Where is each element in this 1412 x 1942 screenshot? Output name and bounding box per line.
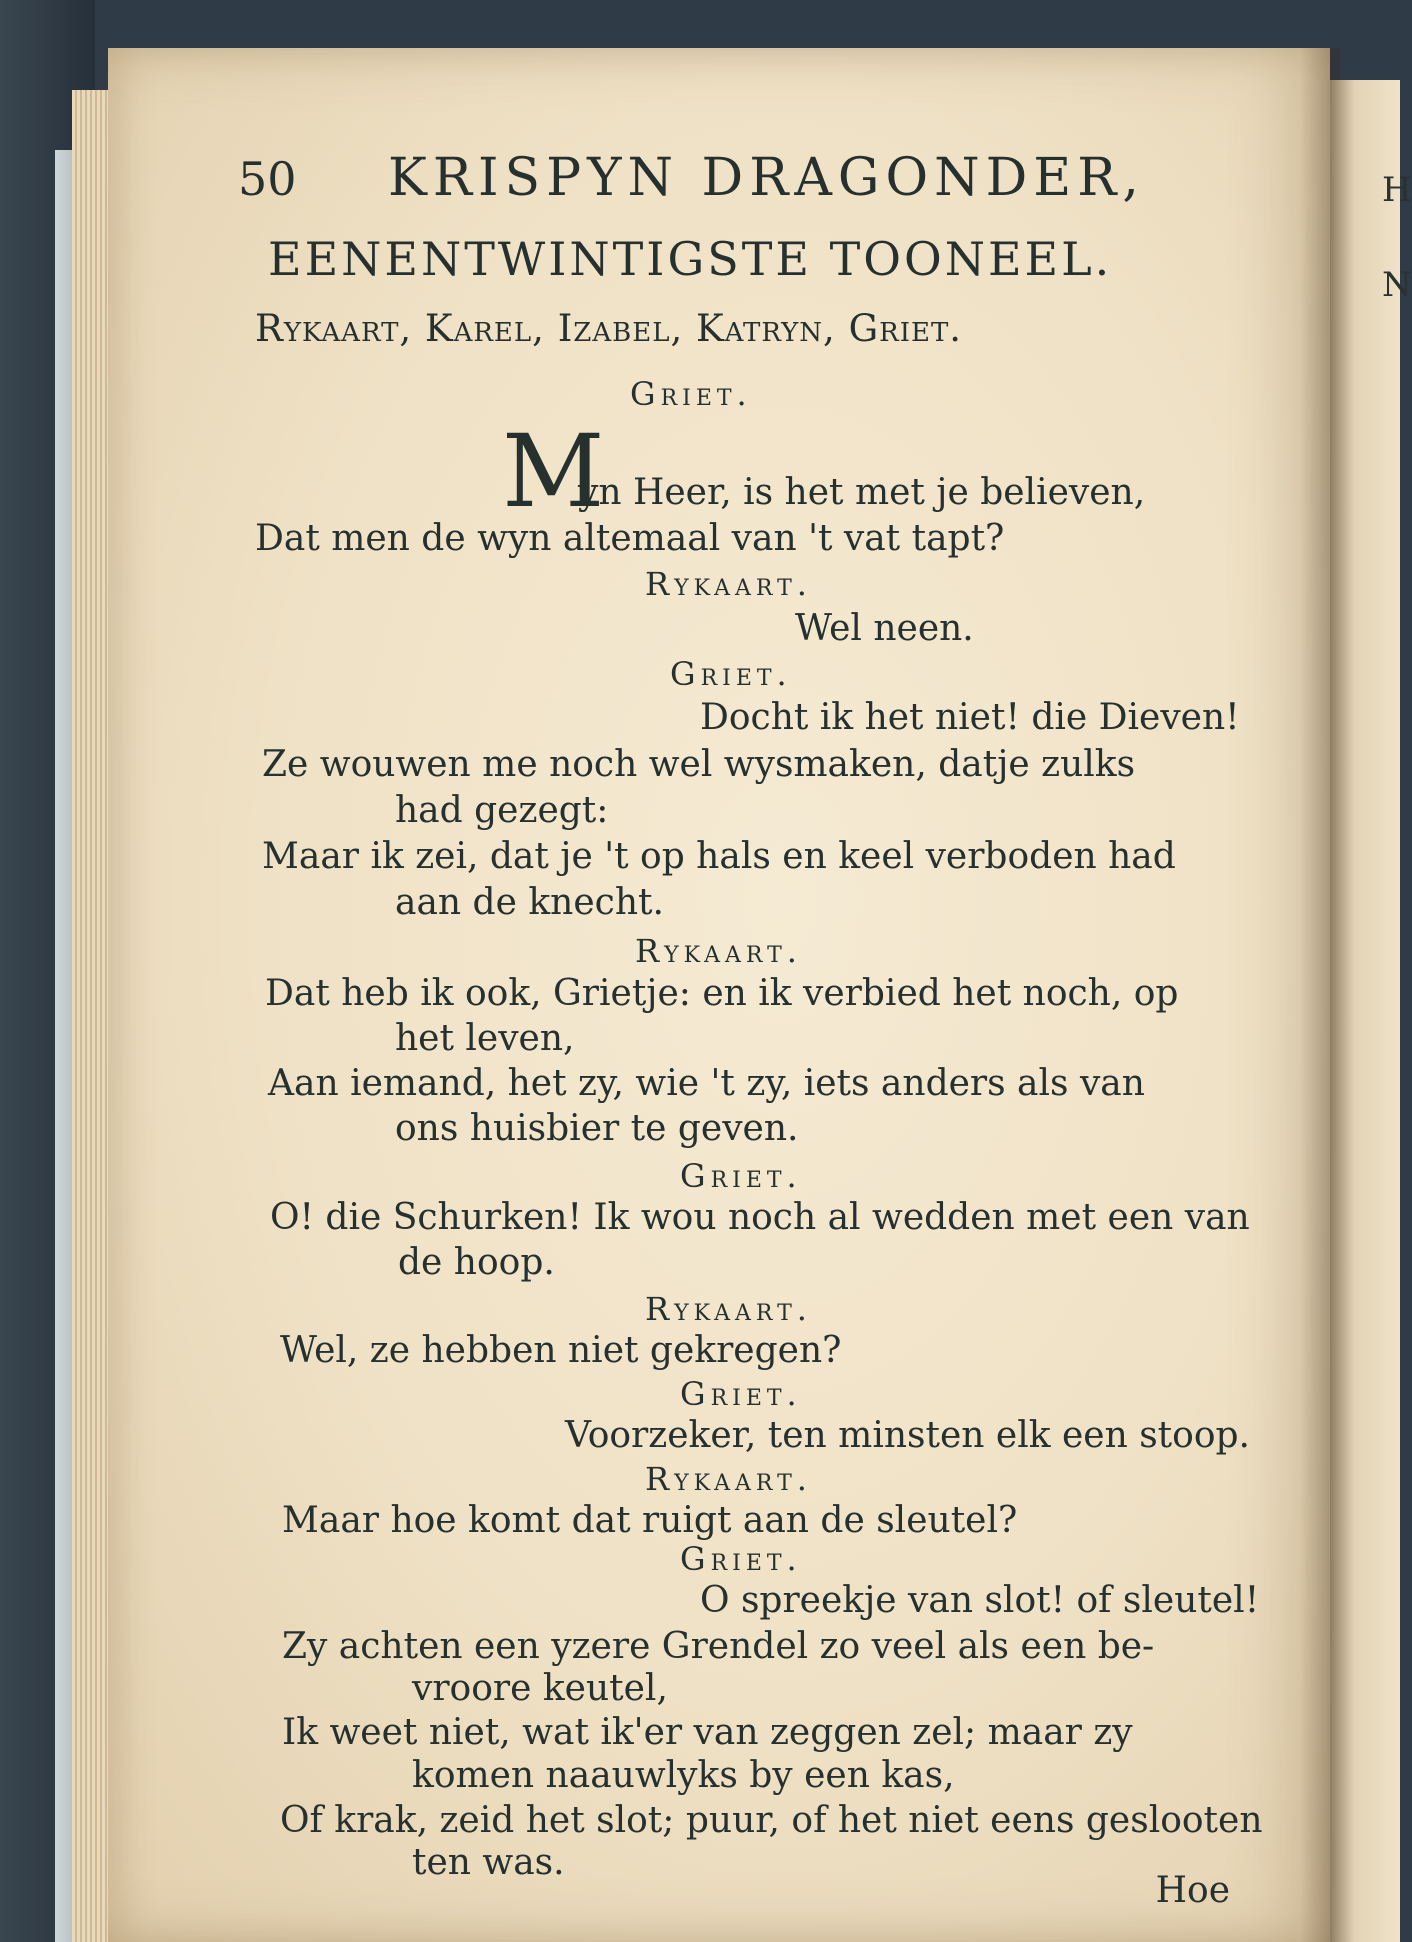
verse-line: Wel, ze hebben niet gekregen? bbox=[280, 1330, 842, 1371]
verse-line: O! die Schurken! Ik wou noch al wedden met een van bbox=[270, 1197, 1250, 1238]
speaker-label: Griet. bbox=[680, 1375, 802, 1413]
verse-line: Dat men de wyn altemaal van 't vat tapt? bbox=[255, 518, 1005, 559]
next-page-letter: N bbox=[1382, 265, 1412, 305]
verse-line: het leven, bbox=[395, 1018, 575, 1059]
page-number: 50 bbox=[238, 152, 297, 206]
catchword: Hoe bbox=[1155, 1870, 1230, 1911]
verse-line: Dat heb ik ook, Grietje: en ik verbied het noch, op bbox=[265, 973, 1179, 1014]
verse-line: komen naauwlyks by een kas, bbox=[412, 1755, 955, 1796]
speaker-label: Griet. bbox=[680, 1157, 802, 1195]
speaker-label: Griet. bbox=[630, 375, 752, 413]
verse-line: Docht ik het niet! die Dieven! bbox=[700, 697, 1240, 738]
verse-line: Ik weet niet, wat ik'er van zeggen zel; maar zy bbox=[282, 1712, 1133, 1753]
verse-line: ten was. bbox=[412, 1842, 565, 1883]
scene-title: EENENTWINTIGSTE TOONEEL. bbox=[268, 232, 1113, 286]
speaker-label: Rykaart. bbox=[645, 1290, 812, 1328]
next-page-edge bbox=[1330, 80, 1412, 1942]
speaker-label: Rykaart. bbox=[645, 565, 812, 603]
running-title: KRISPYN DRAGONDER, bbox=[388, 148, 1145, 208]
verse-line: ons huisbier te geven. bbox=[395, 1108, 799, 1149]
speaker-label: Griet. bbox=[680, 1540, 802, 1578]
cast-list: Rykaart, Karel, Izabel, Katryn, Griet. bbox=[255, 307, 963, 350]
verse-line: Maar hoe komt dat ruigt aan de sleutel? bbox=[282, 1500, 1018, 1541]
verse-line: O spreekje van slot! of sleutel! bbox=[700, 1580, 1260, 1621]
speaker-label: Rykaart. bbox=[635, 932, 802, 970]
verse-line: Voorzeker, ten minsten elk een stoop. bbox=[565, 1415, 1250, 1456]
verse-line: Ze wouwen me noch wel wysmaken, datje zulks bbox=[262, 744, 1136, 785]
verse-line: Of krak, zeid het slot; puur, of het niet eens geslooten bbox=[280, 1800, 1263, 1841]
speaker-label: Griet. bbox=[670, 655, 792, 693]
drop-capital: M bbox=[502, 413, 605, 530]
speaker-label: Rykaart. bbox=[645, 1460, 812, 1498]
verse-line: vroore keutel, bbox=[412, 1668, 668, 1709]
next-page-letter: H bbox=[1382, 170, 1412, 210]
verse-line: aan de knecht. bbox=[395, 882, 664, 923]
verse-line: Wel neen. bbox=[795, 608, 974, 649]
verse-line: Aan iemand, het zy, wie 't zy, iets anders als van bbox=[268, 1063, 1145, 1104]
verse-line: Maar ik zei, dat je 't op hals en keel verboden had bbox=[262, 836, 1176, 877]
verse-line: Zy achten een yzere Grendel zo veel als een be- bbox=[282, 1626, 1155, 1667]
verse-line: de hoop. bbox=[398, 1242, 555, 1283]
verse-line: had gezegt: bbox=[395, 790, 609, 831]
verse-line: yn Heer, is het met je believen, bbox=[578, 472, 1146, 513]
